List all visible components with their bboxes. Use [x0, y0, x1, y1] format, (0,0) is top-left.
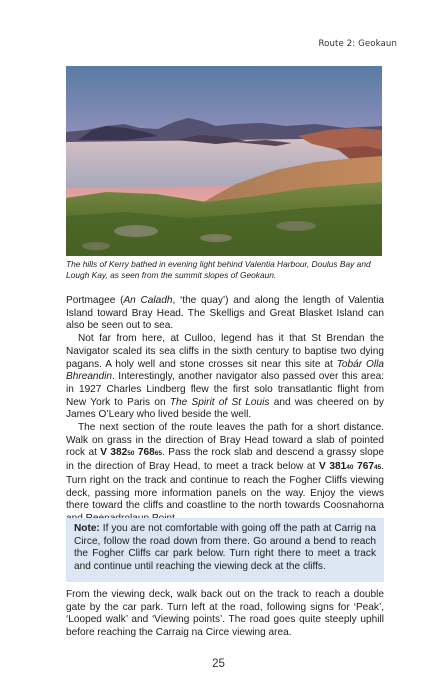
note-text: If you are not comfortable with going off the path at Carrig na Circe, follow the road down from there. Go around a bend to reach the Fogher Cliffs car park below. Turn right there to meet a track and continue until reaching the viewing deck at the cliffs.	[74, 523, 376, 572]
grid-ref-sub: 40	[346, 464, 354, 472]
text-span: Portmagee (	[66, 295, 124, 306]
running-head: Route 2: Geokaun	[318, 39, 397, 49]
text-span: . Interestingly, another navigator also passed over this area: in 1927 Charles Lindberg flew the first solo transatlantic flight from New York to Paris on	[66, 371, 384, 408]
grid-ref-part: 767	[353, 461, 374, 473]
text-span: and was cheered on by James O’Leary who lived beside the well.	[66, 396, 384, 421]
grid-ref-part: V 381	[319, 461, 347, 473]
grid-ref-sub: 65	[154, 450, 162, 458]
text-span: Not far from here, at Culloo, legend has it that St Brendan the Navigator scaled its sea cliffs in the sixth century to baptise two dying pagans. A holy well and stone crosses sit near this site at	[66, 333, 384, 370]
text-span: The next section of the route leaves the path for a short distance. Walk on grass in the direction of Bray Head toward a slab of pointed rock at	[66, 422, 384, 459]
body-column	[66, 295, 384, 526]
text-span: , ‘the quay’) and along the length of Valentia Island toward Bray Head. The Skelligs and Great Blasket Island can also be seen out to sea.	[66, 295, 384, 332]
kerry-hills-illustration	[66, 66, 382, 256]
grid-ref-part: 768	[134, 447, 155, 459]
grid-reference	[100, 447, 162, 458]
note-label: Note:	[74, 523, 100, 534]
paragraph-3	[66, 422, 384, 526]
paragraph-4: From the viewing deck, walk back out on the track to reach a double gate by the car park. Turn left at the road, following signs for ‘Peak’, ‘Looped walk’ and ‘Viewing points’. The road goes quite steeply uphill before reaching the Carraig na Circe viewing area.	[66, 589, 384, 639]
text-span: . Pass the rock slab and descend a grassy slope in the direction of Bray Head, to meet a track below at	[66, 447, 384, 473]
landscape-photo	[66, 66, 382, 256]
text-span: . Turn right on the track and continue to reach the Fogher Cliffs viewing deck, passing more information panels on the way. Enjoy the views there toward the cliffs and coastline to the north towards Coosnahorna	[66, 461, 384, 512]
photo-caption: The hills of Kerry bathed in evening light behind Valentia Harbour, Doulus Bay and Lough Kay, as seen from the summit slopes of Geokaun.	[66, 259, 371, 281]
grid-ref-sub: 45	[373, 464, 382, 472]
paragraph-2	[66, 333, 384, 422]
grid-ref-sub: 50	[127, 450, 135, 458]
irish-place-name: An Caladh	[123, 295, 173, 306]
note-box	[66, 518, 384, 582]
grid-ref-part: V 382	[100, 447, 128, 459]
holy-well-name: Tobár Olla Bhreandin	[66, 358, 384, 383]
paragraph-1	[66, 295, 384, 333]
body-column-after-note	[66, 589, 384, 640]
aircraft-name: The Spirit of St Louis	[169, 396, 270, 408]
grid-reference	[319, 461, 381, 472]
page-number: 25	[212, 658, 225, 670]
